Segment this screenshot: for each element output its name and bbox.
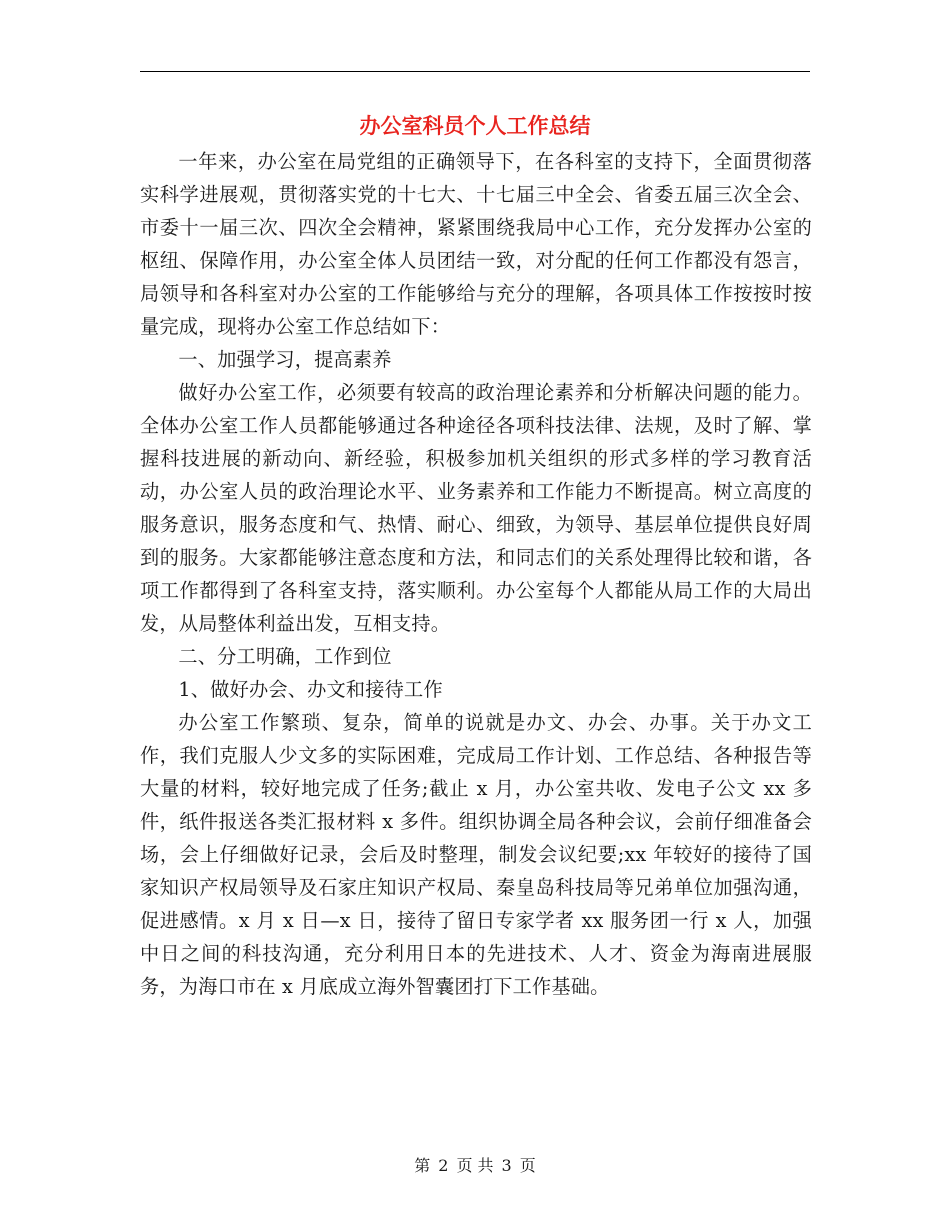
footer-middle: 页 共 [456,1156,494,1175]
page-footer [0,1155,950,1177]
footer-suffix: 页 [519,1156,536,1175]
footer-current-page: 2 [438,1156,449,1175]
footer-total-pages: 3 [501,1156,512,1175]
paragraph-study: 做好办公室工作，必须要有较高的政治理论素养和分析解决问题的能力。全体办公室工作人员都能够通过各种途径各项科技法律、法规，及时了解、掌握科技进展的新动向、新经验，积极参加机关组织的形式多样的学习教育活动，办公室人员的政治理论水平、业务素养和工作能力不断提高。树立高度的服务意识，服务态度和气、热情、耐心、细致，为领导、基层单位提供良好周到的服务。大家都能够注意态度和方法，和同志们的关系处理得比较和谐，各项工作都得到了各科室支持，落实顺利。办公室每个人都能从局工作的大局出发，从局整体利益出发，互相支持。 [140,381,812,635]
subsection-heading-1: 1、做好办会、办文和接待工作 [178,678,443,701]
header-rule [140,71,810,72]
paragraph-office-work: 办公室工作繁琐、复杂，简单的说就是办文、办会、办事。关于办文工作，我们克服人少文多的实际困难，完成局工作计划、工作总结、各种报告等大量的材料，较好地完成了任务;截止 x 月，办公室共收、发电子公文 xx 多件，纸件报送各类汇报材料 x 多件。组织协调全局各种会议，会前仔细准备会场，会上仔细做好记录，会后及时整理，制发会议纪要;xx 年较好的接待了国家知识产权局领导及石家庄知识产权局、秦皇岛科技局等兄弟单位加强沟通，促进感情。x 月 x 日—x 日，接待了留日专家学者 xx 服务团一行 x 人，加强中日之间的科技沟通，充分利用日本的先进技术、人才、资金为海南进展服务，为海口市在 x 月底成立海外智囊团打下工作基础。 [140,711,812,998]
section-heading-1: 一、加强学习，提高素养 [178,348,392,371]
section-heading-2: 二、分工明确，工作到位 [178,645,392,668]
paragraph-intro: 一年来，办公室在局党组的正确领导下，在各科室的支持下，全面贯彻落实科学进展观，贯彻落实党的十七大、十七届三中全会、省委五届三次全会、市委十一届三次、四次全会精神，紧紧围绕我局中心工作，充分发挥办公室的枢纽、保障作用，办公室全体人员团结一致，对分配的任何工作都没有怨言，局领导和各科室对办公室的工作能够给与充分的理解，各项具体工作按按时按量完成，现将办公室工作总结如下： [140,150,812,338]
document-title: 办公室科员个人工作总结 [359,113,591,138]
document-body [140,145,812,1003]
footer-prefix: 第 [414,1156,431,1175]
